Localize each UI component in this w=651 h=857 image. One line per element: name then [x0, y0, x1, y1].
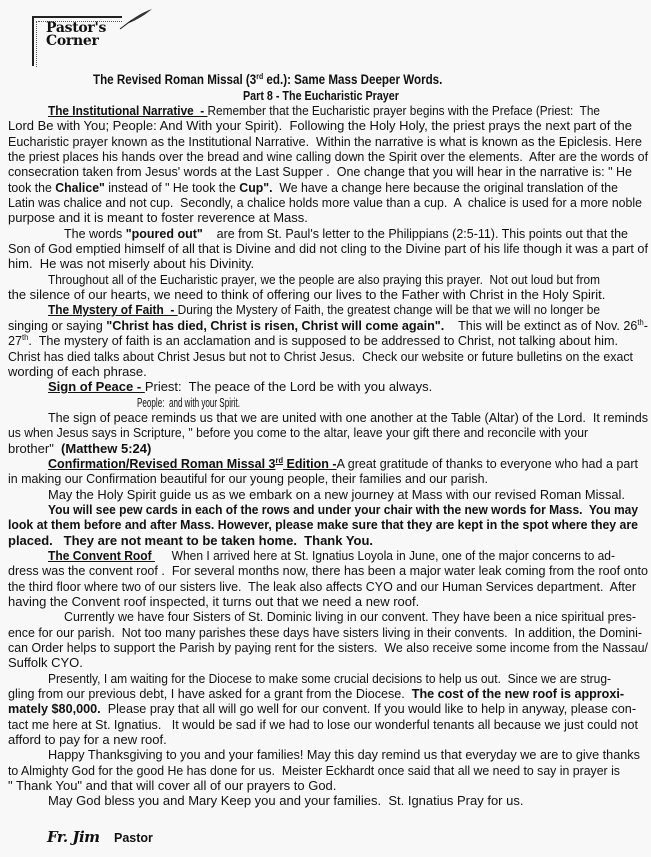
text-line-content	[8, 333, 618, 348]
text-line-content	[8, 441, 151, 456]
section-heading: Edition -	[283, 455, 337, 471]
text-line-content	[8, 533, 373, 548]
text-line-content	[8, 318, 648, 333]
text-segment: During the Mystery of Faith, the greatest change will be that we will no longer be	[177, 302, 600, 318]
text-segment: th	[22, 333, 29, 343]
section-heading: The Mystery of Faith -	[48, 302, 178, 318]
bold-text: Chalice"	[55, 179, 105, 195]
quill-pen-icon	[118, 8, 154, 30]
text-segment: Son of God emptied himself of all that is Divine and did not cling to the Divine part of his life though it was a part of	[8, 241, 648, 257]
text-segment: . The mystery of faith is an acclamation and is supposed to be addressed to Christ, not talking about him.	[28, 333, 618, 349]
text-line	[8, 349, 648, 364]
section-heading: Confirmation/Revised Roman Missal 3	[48, 455, 276, 471]
text-segment: singing or saying	[8, 317, 107, 333]
text-line-content	[8, 118, 632, 133]
bold-text: The cost of the new roof is approxi-	[411, 686, 625, 702]
text-line	[8, 425, 648, 440]
logo-frame-top	[32, 16, 122, 18]
text-line-content	[64, 609, 636, 624]
text-line-content	[48, 671, 611, 686]
text-segment: in making our Confirmation beautiful for our young people, their families and our parish.	[8, 471, 488, 487]
text-line	[8, 180, 648, 195]
text-line	[8, 732, 648, 747]
text-segment: Christ has died talks about Christ Jesus but not to Christ Jesus. Check our website or future bulletins on the exact	[8, 348, 633, 364]
text-segment: This will be extinct as of Nov. 26	[444, 317, 638, 333]
text-line-content	[8, 763, 620, 778]
text-segment: can Order helps to support the Parish by paying rent for the sisters. We also receive some income from the Nassau/	[8, 640, 648, 656]
section-heading: The Convent Roof	[48, 547, 155, 563]
text-segment: gling from our previous debt, I have asked for a grant from the Diocese.	[8, 686, 412, 702]
text-line-content	[48, 410, 648, 425]
text-line-content	[8, 732, 167, 747]
text-line-content	[8, 349, 633, 364]
text-line-content	[8, 287, 605, 302]
text-line-content	[8, 180, 618, 195]
text-segment: Remember that the Eucharistic prayer begins with the Preface (Priest: The	[207, 103, 600, 118]
text-line	[8, 456, 648, 471]
text-line-content	[48, 747, 640, 762]
text-line	[8, 287, 648, 302]
text-line-content	[48, 548, 615, 563]
text-line-content	[8, 579, 636, 594]
text-line-content	[8, 701, 636, 716]
text-line-content	[8, 717, 638, 732]
text-line	[8, 302, 648, 317]
text-line-content	[8, 471, 488, 486]
text-segment: dress was the convent roof . For several months now, there has been a major water leak coming from the roof onto	[8, 563, 648, 579]
text-line	[8, 701, 648, 716]
text-segment: purpose and it is meant to foster reverence at Mass.	[8, 210, 308, 226]
text-segment: Suffolk CYO.	[8, 655, 83, 671]
text-line-content	[8, 778, 336, 793]
text-segment: People: and with your Spirit.	[137, 394, 240, 410]
text-line	[8, 379, 648, 394]
text-segment: Happy Thanksgiving to you and your families! May this day remind us that everyday we are to give thanks	[48, 747, 640, 763]
text-segment: Priest: The peace of the Lord be with you always.	[144, 379, 433, 395]
logo-text	[46, 22, 106, 48]
text-line	[8, 717, 648, 732]
text-segment: -	[643, 317, 648, 333]
logo-line-2: Corner	[46, 33, 99, 49]
title-post: ed.): Same Mass Deeper Words.	[263, 72, 443, 87]
page-title	[93, 72, 442, 87]
text-line	[8, 747, 648, 762]
bold-text: "Christ has died, Christ is risen, Christ will come again".	[106, 317, 445, 333]
title-sup: rd	[256, 71, 264, 81]
text-segment: instead of " He took the	[104, 179, 240, 195]
bold-text: You will see pew cards in each of the rows and under your chair with the new words for Mass. You may	[48, 501, 639, 517]
bold-text: (Matthew 5:24)	[61, 440, 152, 456]
text-segment: wording of each phrase.	[8, 363, 147, 379]
text-segment: having the Convent roof inspected, it turns out that we need a new roof.	[8, 594, 420, 609]
title-pre: The Revised Roman Missal (3	[93, 72, 257, 87]
text-segment: the silence of our hearts, we need to think of offering our lives to the Father with Christ in the Holy Spirit.	[8, 287, 606, 303]
text-line-content	[48, 502, 638, 517]
text-line-content	[48, 487, 625, 502]
section-heading: The Institutional Narrative -	[48, 103, 208, 118]
bold-text: mately $80,000.	[8, 701, 101, 717]
text-line	[8, 364, 648, 379]
text-line-content	[8, 149, 648, 164]
text-segment: the third floor where two of our sisters live. The leak also affects CYO and our Human Services department. After	[8, 578, 636, 594]
signature-title: Pastor	[113, 831, 153, 845]
text-line	[8, 671, 648, 686]
text-segment: Currently we have four Sisters of St. Dominic living in our convent. They have been a nice spiritual pres-	[64, 609, 637, 625]
text-line-content	[8, 640, 648, 655]
text-line	[8, 609, 648, 624]
text-line-content	[8, 195, 642, 210]
bold-text: Cup".	[239, 179, 273, 195]
text-line	[8, 395, 648, 410]
text-line	[8, 778, 648, 793]
text-line-content	[48, 793, 523, 808]
text-line	[8, 241, 648, 256]
text-segment: Latin was chalice and not cup. Secondly, a chalice holds more value than a cup. A chalice is used for a more noble	[8, 195, 643, 211]
text-segment: Presently, I am waiting for the Diocese to make some crucial decisions to help us out. Since we are strug-	[48, 670, 612, 686]
bold-text: "poured out"	[125, 225, 203, 241]
text-segment: The words	[64, 225, 126, 241]
text-line	[8, 410, 648, 425]
text-line	[8, 149, 648, 164]
text-line-content	[64, 226, 628, 241]
text-line-content	[8, 364, 147, 379]
text-line-content	[8, 686, 624, 701]
text-line	[8, 533, 648, 548]
text-line	[8, 210, 648, 225]
text-line	[8, 763, 648, 778]
text-line	[8, 256, 648, 271]
text-segment: are from St. Paul's letter to the Philippians (2:5-11). This points out that the	[202, 225, 628, 241]
text-segment: the priest places his hands over the bread and wine calling down the Spirit over the elements. After are the words of	[8, 149, 649, 165]
text-segment: us when Jesus says in Scripture, " before you come to the altar, leave your gift there and reconcile with your	[8, 425, 589, 441]
text-line	[8, 548, 648, 563]
text-segment: Throughout all of the Eucharistic prayer, we the people are also praying this prayer. Not out loud but from	[48, 271, 600, 287]
text-line-content	[8, 655, 83, 670]
text-segment: tact me here at St. Ignatius. It would be sad if we had to lose our wonderful tenants all because we just could not	[8, 716, 639, 732]
text-line-content	[8, 164, 632, 179]
text-line	[8, 103, 648, 118]
text-line-content	[8, 241, 648, 256]
text-line-content	[8, 517, 638, 532]
text-line-content	[8, 625, 642, 640]
text-line-content	[8, 594, 419, 609]
text-segment: took the	[8, 179, 56, 195]
text-line-content	[8, 425, 588, 440]
text-segment: A great gratitude of thanks to everyone who had a part	[336, 455, 638, 471]
text-segment: th	[637, 317, 644, 327]
text-segment: May God bless you and Mary Keep you and your families. St. Ignatius Pray for us.	[48, 793, 524, 809]
text-segment: brother"	[8, 440, 62, 456]
text-segment: When I arrived here at St. Ignatius Loyola in June, one of the major concerns to ad-	[154, 547, 616, 563]
text-line-content	[8, 256, 254, 271]
text-segment: 27	[8, 333, 23, 349]
text-line-content	[48, 272, 600, 287]
logo-line-1: Pastor's	[46, 20, 107, 36]
text-line	[8, 333, 648, 348]
text-line-content	[8, 210, 308, 225]
logo-dotted-border-left	[36, 21, 37, 67]
text-line	[8, 134, 648, 149]
text-line	[8, 625, 648, 640]
text-line-content	[48, 456, 638, 471]
text-line	[8, 563, 648, 578]
text-line-content	[8, 563, 648, 578]
text-segment: Lord Be with You; People: And With your Spirit). Following the Holy Holy, the priest prays the next part of the	[8, 118, 633, 134]
signature-block	[47, 828, 153, 848]
text-line	[8, 655, 648, 670]
text-segment: The sign of peace reminds us that we are united with one another at the Table (Altar) of the Lord. It reminds	[48, 409, 649, 425]
text-segment: to Almighty God for the good He has done for us. Meister Eckhardt once said that all we need to say in prayer is	[8, 762, 620, 778]
logo-frame-left	[32, 16, 34, 66]
section-heading: rd	[275, 455, 284, 465]
text-segment: ence for our parish. Not too many parishes these days have sisters living in their convents. In addition, the Domini-	[8, 624, 643, 640]
text-segment: afford to pay for a new roof.	[8, 732, 167, 748]
text-segment: consecration taken from Jesus' words at the Last Supper . One change that you will hear in the narrative is: " He	[8, 164, 633, 180]
text-line	[8, 164, 648, 179]
text-line	[8, 793, 648, 808]
text-segment: May the Holy Spirit guide us as we embark on a new journey at Mass with our revised Roman Missal.	[48, 486, 626, 502]
bold-text: look at them before and after Mass. However, please make sure that they are kept in the spot where they are	[8, 517, 639, 533]
text-line-content	[48, 379, 432, 394]
text-line	[8, 471, 648, 486]
text-segment: him. He was not miserly about his Divinity.	[8, 256, 255, 272]
article-body	[8, 103, 648, 809]
text-line	[8, 272, 648, 287]
text-line-content	[8, 134, 642, 149]
text-line	[8, 318, 648, 333]
text-segment: Eucharistic prayer known as the Institutional Narrative. Within the narrative is what is known as the Epiclesis. Here	[8, 133, 642, 149]
text-line	[8, 118, 648, 133]
text-segment: " Thank You" and that will cover all of our prayers to God.	[8, 778, 337, 794]
text-line	[8, 640, 648, 655]
text-line-content	[48, 302, 600, 317]
bold-text: placed. They are not meant to be taken home. Thank You.	[8, 532, 374, 548]
signature-name: Fr. Jim	[47, 828, 100, 846]
text-segment: We have a change here because the original translation of the	[272, 179, 618, 195]
text-line	[8, 441, 648, 456]
section-heading: Sign of Peace -	[48, 379, 145, 395]
text-line	[8, 686, 648, 701]
text-line	[8, 487, 648, 502]
text-line	[8, 226, 648, 241]
text-line	[8, 195, 648, 210]
pastors-corner-logo	[26, 6, 156, 66]
text-line	[8, 594, 648, 609]
text-line-content	[48, 103, 600, 118]
text-line	[8, 517, 648, 532]
page-subtitle: Part 8 - The Eucharistic Prayer	[243, 89, 399, 103]
text-segment: Please pray that all will go well for our convent. If you would like to help in anyway, please con-	[100, 701, 637, 717]
text-line	[8, 579, 648, 594]
text-line-content	[137, 395, 240, 410]
text-line	[8, 502, 648, 517]
